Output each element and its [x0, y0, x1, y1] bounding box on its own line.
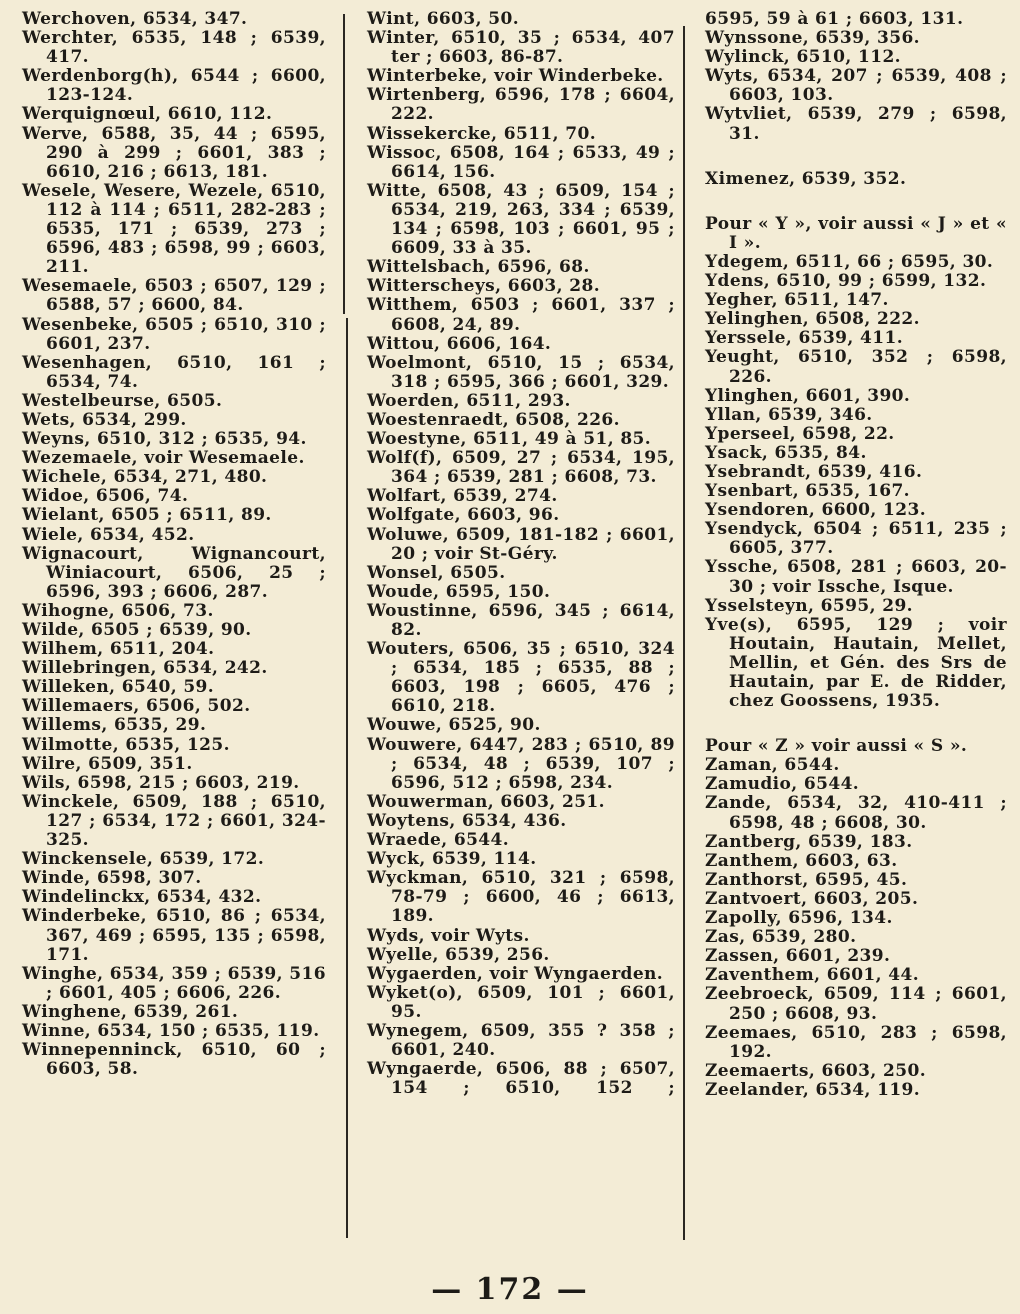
index-entry: Wouters, 6506, 35 ; 6510, 324 ; 6534, 185 ; 6535, 88 ; 6603, 198 ; 6605, 476 ; 6610, 218.: [367, 639, 675, 717]
index-entry: Winckele, 6509, 188 ; 6510, 127 ; 6534, 172 ; 6601, 324-325.: [22, 791, 326, 851]
index-entry: Willemaers, 6506, 502.: [22, 696, 251, 717]
index-entry: Yllan, 6539, 346.: [705, 404, 873, 425]
index-entry: Wets, 6534, 299.: [22, 409, 187, 430]
index-entry: Wissoc, 6508, 164 ; 6533, 49 ; 6614, 156.: [367, 142, 675, 182]
index-entry: Wyck, 6539, 114.: [367, 849, 537, 870]
index-entry: Wissekercke, 6511, 70.: [367, 123, 597, 144]
index-entry: Zeebroeck, 6509, 114 ; 6601, 250 ; 6608, 93.: [705, 984, 1007, 1024]
index-entry: Zapolly, 6596, 134.: [705, 908, 893, 929]
index-entry: Zas, 6539, 280.: [705, 927, 857, 948]
index-entry: Winne, 6534, 150 ; 6535, 119.: [22, 1020, 320, 1041]
index-entry: Zaventhem, 6601, 44.: [705, 965, 920, 986]
index-entry: Wygaerden, voir Wyngaerden.: [367, 963, 664, 984]
index-entry: Ysack, 6535, 84.: [705, 442, 867, 463]
index-entry: Wyts, 6534, 207 ; 6539, 408 ; 6603, 103.: [705, 66, 1007, 106]
index-entry: Pour « Z » voir aussi « S ».: [705, 736, 968, 757]
index-column-2: [367, 10, 675, 1098]
index-entry: Woude, 6595, 150.: [367, 581, 551, 602]
index-entry: Wyckman, 6510, 321 ; 6598, 78-79 ; 6600, 46 ; 6613, 189.: [367, 868, 675, 927]
index-entry: Wolfart, 6539, 274.: [367, 486, 558, 507]
index-entry: Zanthem, 6603, 63.: [705, 850, 898, 871]
index-entry: Wynegem, 6509, 355 ? 358 ; 6601, 240.: [367, 1020, 675, 1061]
index-entry: Wilhem, 6511, 204.: [22, 639, 215, 660]
index-entry: Windelinckx, 6534, 432.: [22, 887, 262, 908]
index-entry: Wesemaele, 6503 ; 6507, 129 ; 6588, 57 ; 6600, 84.: [22, 276, 326, 316]
index-entry: Pour « Y », voir aussi « J » et « I ».: [705, 213, 1007, 253]
index-entry: Wielant, 6505 ; 6511, 89.: [22, 505, 272, 526]
index-entry: Ysendyck, 6504 ; 6511, 235 ; 6605, 377.: [705, 519, 1007, 559]
index-entry: Ydegem, 6511, 66 ; 6595, 30.: [705, 251, 994, 272]
index-column-3: [705, 10, 1007, 1100]
index-entry: Yve(s), 6595, 129 ; voir Houtain, Hautain, Mellet, Mellin, et Gén. des Srs de Hautain, par E. de Ridder, chez Goossens, 1935.: [705, 614, 1007, 712]
index-entry: Wihogne, 6506, 73.: [22, 600, 214, 621]
index-entry: Wesele, Wesere, Wezele, 6510, 112 à 114 ; 6511, 282-283 ; 6535, 171 ; 6539, 273 ; 6596, 483 ; 6598, 99 ; 6603, 211.: [22, 180, 326, 278]
index-entry: Winde, 6598, 307.: [22, 868, 202, 889]
index-entry: Wirtenberg, 6596, 178 ; 6604, 222.: [367, 85, 675, 125]
index-entry: Ysenbart, 6535, 167.: [705, 481, 910, 502]
index-entry: Yperseel, 6598, 22.: [705, 423, 895, 444]
index-entry: Wyds, voir Wyts.: [367, 925, 530, 946]
index-entry: Ylinghen, 6601, 390.: [705, 385, 911, 406]
index-entry: Ximenez, 6539, 352.: [705, 168, 907, 189]
column-divider-left-upper: [343, 14, 345, 314]
index-entry: Wonsel, 6505.: [367, 562, 506, 583]
index-entry: Westelbeurse, 6505.: [22, 390, 223, 411]
index-entry: Wilde, 6505 ; 6539, 90.: [22, 620, 252, 640]
index-entry: Ysselsteyn, 6595, 29.: [705, 595, 913, 616]
index-entry: Winter, 6510, 35 ; 6534, 407 ter ; 6603, 86-87.: [367, 28, 675, 68]
index-entry: Werchoven, 6534, 347.: [22, 9, 248, 29]
index-entry: Wolf(f), 6509, 27 ; 6534, 195, 364 ; 6539, 281 ; 6608, 73.: [367, 448, 675, 488]
index-entry: Wittelsbach, 6596, 68.: [367, 257, 590, 278]
index-entry: Zeemaes, 6510, 283 ; 6598, 192.: [705, 1022, 1007, 1062]
index-entry: Witthem, 6503 ; 6601, 337 ; 6608, 24, 89.: [367, 295, 675, 335]
column-divider-right: [683, 26, 685, 1240]
index-entry: Winckensele, 6539, 172.: [22, 849, 265, 870]
index-entry: Zassen, 6601, 239.: [705, 946, 891, 967]
index-entry: Woytens, 6534, 436.: [367, 810, 567, 831]
index-entry: Winnepenninck, 6510, 60 ; 6603, 58.: [22, 1040, 326, 1080]
index-entry: Wezemaele, voir Wesemaele.: [22, 448, 305, 469]
index-entry: Yegher, 6511, 147.: [705, 290, 889, 311]
index-entry: Wyelle, 6539, 256.: [367, 944, 550, 965]
index-entry: Zeelander, 6534, 119.: [705, 1079, 921, 1100]
index-entry: Woluwe, 6509, 181-182 ; 6601, 20 ; voir St-Géry.: [367, 524, 675, 564]
index-entry: Weyns, 6510, 312 ; 6535, 94.: [22, 429, 307, 450]
index-entry: 6595, 59 à 61 ; 6603, 131.: [705, 9, 964, 29]
index-entry: Wyngaerde, 6506, 88 ; 6507, 154 ; 6510, 152 ;: [367, 1059, 675, 1099]
index-entry: Wittou, 6606, 164.: [367, 333, 552, 354]
section-gap: [705, 189, 1007, 215]
index-entry: Wouwerman, 6603, 251.: [367, 791, 605, 812]
index-entry: Wynssone, 6539, 356.: [705, 28, 921, 49]
index-entry: Werchter, 6535, 148 ; 6539, 417.: [22, 28, 326, 68]
index-entry: Yssche, 6508, 281 ; 6603, 20-30 ; voir Issche, Isque.: [705, 557, 1007, 597]
index-entry: Yerssele, 6539, 411.: [705, 328, 904, 349]
index-entry: Woerden, 6511, 293.: [367, 390, 571, 411]
index-entry: Wylinck, 6510, 112.: [705, 47, 901, 68]
index-entry: Woelmont, 6510, 15 ; 6534, 318 ; 6595, 366 ; 6601, 329.: [367, 352, 675, 392]
index-entry: Zamudio, 6544.: [705, 774, 860, 795]
index-entry: Werquignœul, 6610, 112.: [22, 104, 273, 125]
index-entry: Witte, 6508, 43 ; 6509, 154 ; 6534, 219, 263, 334 ; 6539, 134 ; 6598, 103 ; 6601, 95 ; 6609, 33 à 35.: [367, 180, 675, 259]
index-entry: Wesenhagen, 6510, 161 ; 6534, 74.: [22, 352, 326, 392]
index-entry: Wils, 6598, 215 ; 6603, 219.: [22, 772, 300, 793]
index-entry: Yeught, 6510, 352 ; 6598, 226.: [705, 347, 1007, 387]
index-entry: Wyket(o), 6509, 101 ; 6601, 95.: [367, 982, 675, 1022]
index-entry: Wilmotte, 6535, 125.: [22, 734, 230, 755]
section-gap: [705, 144, 1007, 170]
index-entry: Zaman, 6544.: [705, 755, 840, 776]
index-entry: Zande, 6534, 32, 410-411 ; 6598, 48 ; 6608, 30.: [705, 793, 1007, 833]
index-entry: Yelinghen, 6508, 222.: [705, 309, 920, 330]
index-entry: Werve, 6588, 35, 44 ; 6595, 290 à 299 ; 6601, 383 ; 6610, 216 ; 6613, 181.: [22, 123, 326, 182]
index-column-1: [22, 10, 326, 1079]
index-entry: Winghe, 6534, 359 ; 6539, 516 ; 6601, 405 ; 6606, 226.: [22, 963, 326, 1003]
index-entry: Wint, 6603, 50.: [367, 9, 520, 29]
index-entry: Wesenbeke, 6505 ; 6510, 310 ; 6601, 237.: [22, 314, 326, 354]
index-entry: Zantvoert, 6603, 205.: [705, 888, 919, 909]
index-entry: Werdenborg(h), 6544 ; 6600, 123-124.: [22, 66, 326, 106]
index-entry: Ysebrandt, 6539, 416.: [705, 461, 923, 482]
index-entry: Zanthorst, 6595, 45.: [705, 869, 908, 890]
index-entry: Zeemaerts, 6603, 250.: [705, 1060, 927, 1081]
index-entry: Witterscheys, 6603, 28.: [367, 276, 601, 297]
index-entry: Widoe, 6506, 74.: [22, 486, 189, 507]
index-entry: Wolfgate, 6603, 96.: [367, 505, 560, 526]
index-entry: Winghene, 6539, 261.: [22, 1001, 239, 1022]
index-entry: Wouwe, 6525, 90.: [367, 715, 541, 736]
index-entry: Wytvliet, 6539, 279 ; 6598, 31.: [705, 104, 1007, 144]
index-entry: Wouwere, 6447, 283 ; 6510, 89 ; 6534, 48 ; 6539, 107 ; 6596, 512 ; 6598, 234.: [367, 734, 675, 793]
index-entry: Woestyne, 6511, 49 à 51, 85.: [367, 429, 652, 450]
index-entry: Zantberg, 6539, 183.: [705, 831, 913, 852]
page-number: — 172 —: [431, 1272, 589, 1307]
index-entry: Woustinne, 6596, 345 ; 6614, 82.: [367, 600, 675, 640]
index-entry: Wichele, 6534, 271, 480.: [22, 467, 268, 488]
index-entry: Willems, 6535, 29.: [22, 715, 207, 736]
column-divider-left-lower: [346, 318, 348, 1238]
index-entry: Willeken, 6540, 59.: [22, 677, 215, 698]
index-entry: Wilre, 6509, 351.: [22, 753, 193, 774]
section-gap: [705, 711, 1007, 737]
index-entry: Ydens, 6510, 99 ; 6599, 132.: [705, 271, 987, 292]
index-entry: Wraede, 6544.: [367, 830, 510, 851]
index-entry: Wignacourt, Wignancourt, Winiacourt, 6506, 25 ; 6596, 393 ; 6606, 287.: [22, 543, 326, 602]
index-entry: Winterbeke, voir Winderbeke.: [367, 66, 664, 87]
index-entry: Wiele, 6534, 452.: [22, 524, 195, 545]
index-entry: Ysendoren, 6600, 123.: [705, 500, 927, 521]
index-entry: Willebringen, 6534, 242.: [22, 658, 268, 679]
index-entry: Woestenraedt, 6508, 226.: [367, 409, 620, 430]
index-entry: Winderbeke, 6510, 86 ; 6534, 367, 469 ; 6595, 135 ; 6598, 171.: [22, 906, 326, 965]
